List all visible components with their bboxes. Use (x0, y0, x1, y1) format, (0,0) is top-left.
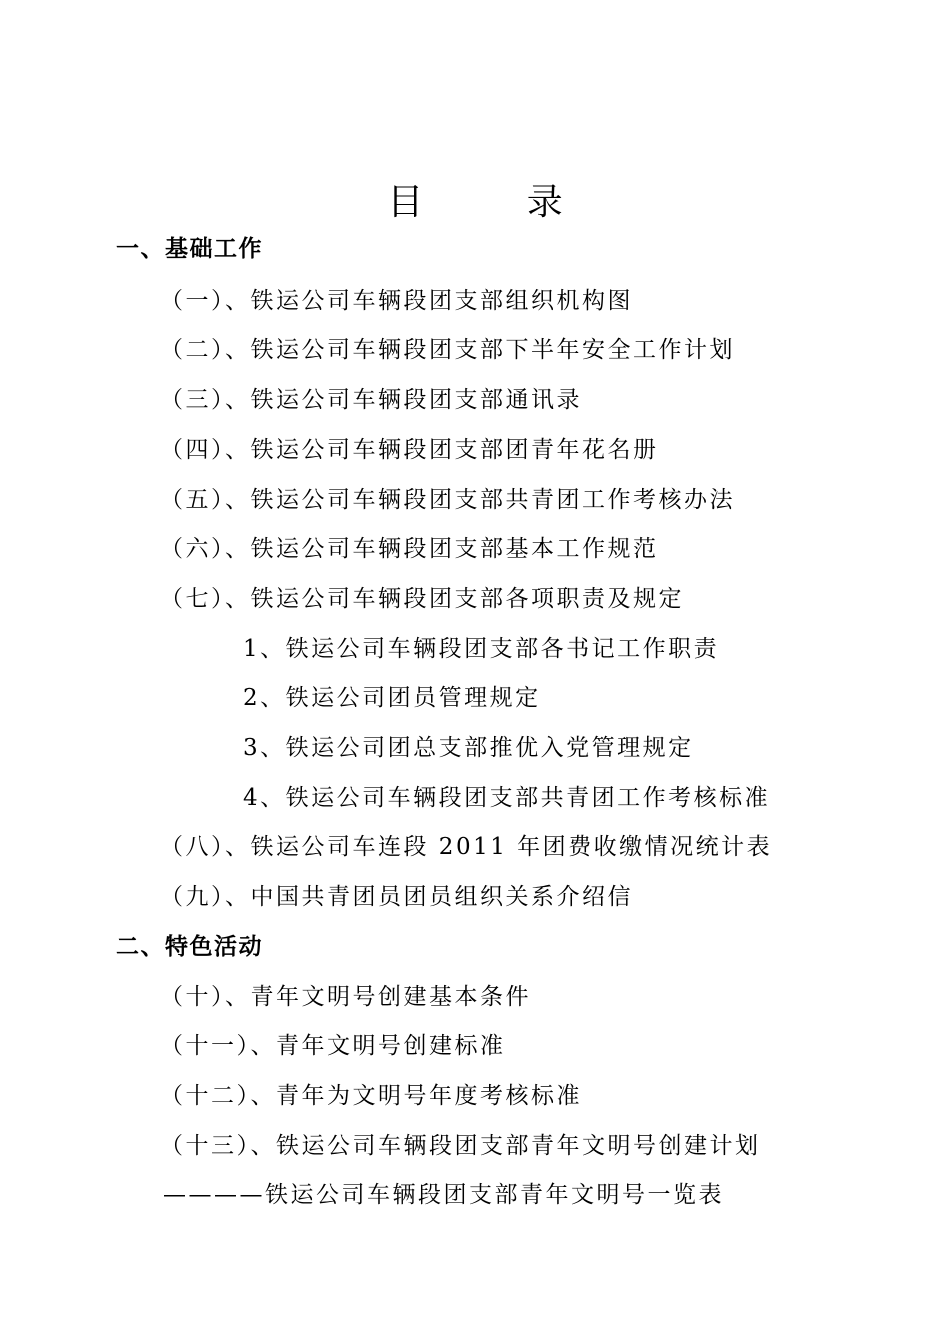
toc-subitem: 1、铁运公司车辆段团支部各书记工作职责 (243, 636, 720, 662)
toc-subitem: 4、铁运公司车辆段团支部共青团工作考核标准 (243, 785, 771, 811)
toc-trailer: ————铁运公司车辆段团支部青年文明号一览表 (163, 1182, 724, 1208)
section-heading-basic-work: 一、基础工作 (116, 235, 263, 262)
toc-item: （五）、铁运公司车辆段团支部共青团工作考核办法 (160, 487, 735, 513)
toc-item: （四）、铁运公司车辆段团支部团青年花名册 (160, 437, 659, 463)
toc-item: （六）、铁运公司车辆段团支部基本工作规范 (160, 536, 659, 562)
toc-subitem: 3、铁运公司团总支部推优入党管理规定 (243, 735, 694, 761)
toc-item: （十二）、青年为文明号年度考核标准 (160, 1083, 582, 1109)
page-title: 目 录 (387, 182, 609, 223)
toc-item: （十一）、青年文明号创建标准 (160, 1033, 506, 1059)
toc-item: （八）、铁运公司车连段 2011 年团费收缴情况统计表 (160, 834, 773, 860)
toc-item: （九）、中国共青团员团员组织关系介绍信 (160, 884, 633, 910)
toc-item: （七）、铁运公司车辆段团支部各项职责及规定 (160, 586, 684, 612)
toc-item: （十三）、铁运公司车辆段团支部青年文明号创建计划 (160, 1133, 761, 1159)
toc-subitem: 2、铁运公司团员管理规定 (243, 685, 541, 711)
toc-item: （十）、青年文明号创建基本条件 (160, 984, 531, 1010)
toc-item: （三）、铁运公司车辆段团支部通讯录 (160, 387, 582, 413)
toc-item: （一）、铁运公司车辆段团支部组织机构图 (160, 288, 633, 314)
section-heading-featured-activities: 二、特色活动 (116, 933, 263, 960)
toc-item: （二）、铁运公司车辆段团支部下半年安全工作计划 (160, 337, 735, 363)
